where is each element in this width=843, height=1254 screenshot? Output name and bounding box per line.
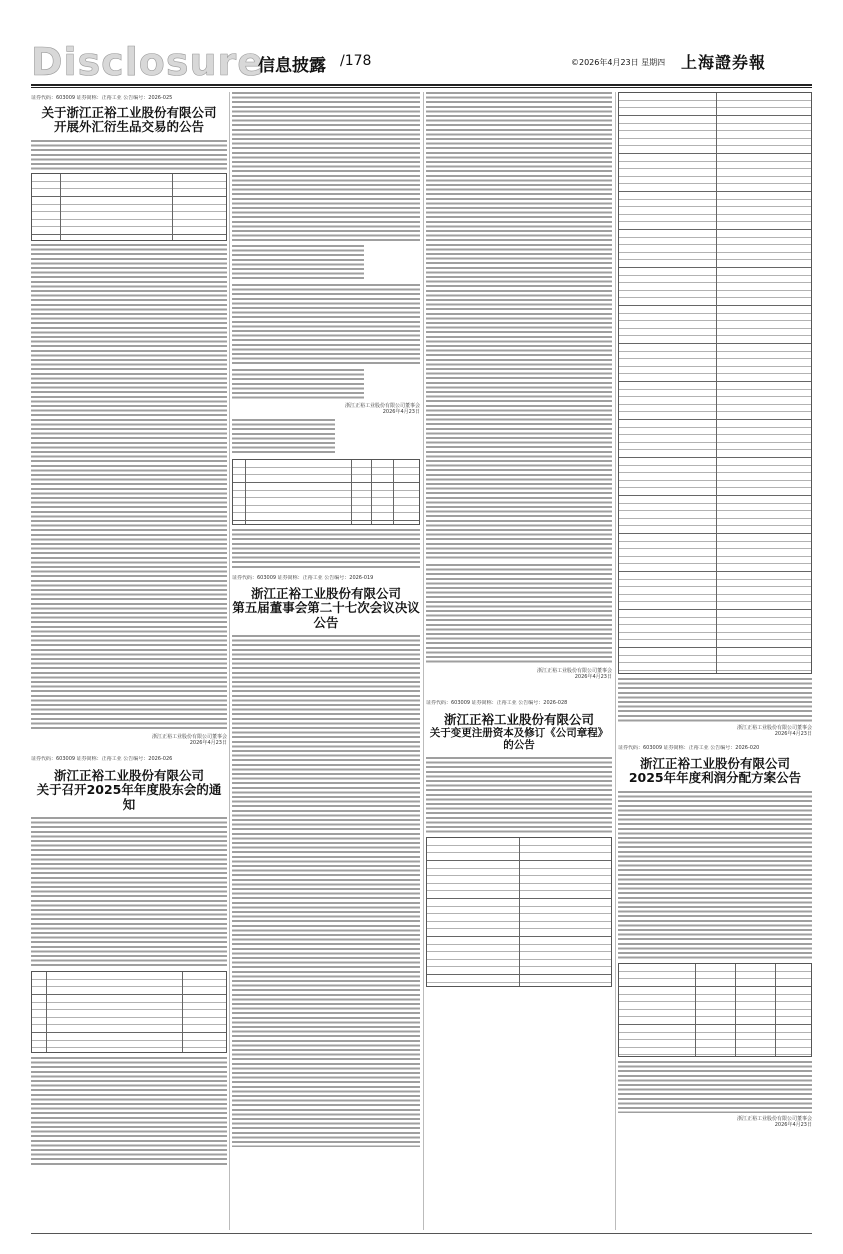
signature-date: 2026年4月23日: [774, 731, 812, 737]
signature-company: 浙江正裕工业股份有限公司董事会: [344, 403, 420, 409]
attachment-text: [232, 419, 335, 455]
announcement-body-text: [232, 369, 364, 399]
charter-amendment-table: [426, 837, 612, 987]
announcement-body-text: [31, 817, 227, 967]
announcement-body-text: [232, 284, 420, 366]
announcement-code-line: 证券代码：603009 证券简称：正裕工业 公告编号：2026-020: [618, 745, 760, 751]
section-title: 信息披露: [258, 56, 326, 76]
column-2: [232, 92, 420, 1232]
column-3: [426, 92, 612, 1232]
announcement-body-text: [426, 92, 612, 560]
announcement-body-text: [31, 244, 227, 730]
column-separator: [423, 92, 424, 1230]
announcement-title-line2: 关于召开2025年年度股东会的通知: [36, 782, 222, 812]
announcement-body-text: [31, 140, 227, 170]
announcement-code-line: 证券代码：603009 证券简称：正裕工业 公告编号：2026-028: [426, 700, 568, 706]
announcement-body-text: [618, 791, 812, 959]
masthead-wordmark: Disclosure: [31, 40, 265, 84]
announcement-title-line1: 关于浙江正裕工业股份有限公司: [41, 105, 217, 120]
footer-rule: [31, 1233, 812, 1234]
column-separator: [229, 92, 230, 1230]
charter-amendment-table-continued: [618, 92, 812, 674]
announcement-body-text: [618, 1061, 812, 1113]
announcement-code-line: 证券代码：603009 证券简称：正裕工业 公告编号：2026-019: [232, 575, 374, 581]
signature-company: 浙江正裕工业股份有限公司董事会: [151, 733, 227, 740]
announcement-title-line2: 开展外汇衍生品交易的公告: [53, 119, 204, 135]
announcement-title-line1: 浙江正裕工业股份有限公司: [443, 712, 594, 727]
announcement-title-line1: 浙江正裕工业股份有限公司: [250, 586, 401, 601]
announcement-body-text: [232, 92, 420, 242]
announcement-body-text: [426, 564, 612, 664]
signature-company: 浙江正裕工业股份有限公司董事会: [736, 725, 812, 731]
meeting-info-block: [232, 245, 420, 281]
signature-company: 浙江正裕工业股份有限公司董事会: [536, 668, 612, 674]
signature-date: 2026年4月23日: [382, 409, 420, 415]
issue-date: ©2026年4月23日 星期四: [571, 58, 666, 67]
profit-distribution-table: [618, 963, 812, 1057]
proxy-voting-table: [232, 459, 420, 525]
announcement-title-line1: 浙江正裕工业股份有限公司: [639, 756, 790, 771]
signature-company: 浙江正裕工业股份有限公司董事会: [736, 1115, 812, 1122]
announcement-body-text: [232, 529, 420, 569]
announcement-code-line: 证券代码：603009 证券简称：正裕工业 公告编号：2026-025: [31, 95, 173, 101]
announcement-body-text: [426, 757, 612, 833]
agenda-table: [31, 971, 227, 1053]
masthead: [31, 40, 812, 84]
page-number: /178: [340, 53, 372, 69]
header-rule: [31, 84, 812, 86]
announcement-title-line2: 第五届董事会第二十七次会议决议公告: [232, 600, 420, 630]
signature-date: 2026年4月23日: [774, 1121, 812, 1128]
announcement-body-text: [618, 678, 812, 722]
column-4: [618, 92, 812, 1232]
announcement-body-text: [232, 635, 420, 1147]
announcement-title-line1: 浙江正裕工业股份有限公司: [53, 767, 204, 783]
newspaper-brand: 上海證券報: [681, 53, 767, 72]
announcement-title-line2: 2025年年度利润分配方案公告: [628, 770, 802, 786]
key-info-table: [31, 173, 227, 241]
announcement-code-line: 证券代码：603009 证券简称：正裕工业 公告编号：2026-026: [31, 755, 173, 762]
announcement-body-text: [31, 1057, 227, 1167]
column-1: [31, 92, 227, 1232]
signature-date: 2026年4月23日: [189, 739, 227, 746]
header-rule-thin: [31, 87, 812, 88]
announcement-title-line2: 关于变更注册资本及修订《公司章程》的公告: [429, 727, 609, 752]
column-separator: [615, 92, 616, 1230]
signature-date: 2026年4月23日: [574, 674, 612, 680]
